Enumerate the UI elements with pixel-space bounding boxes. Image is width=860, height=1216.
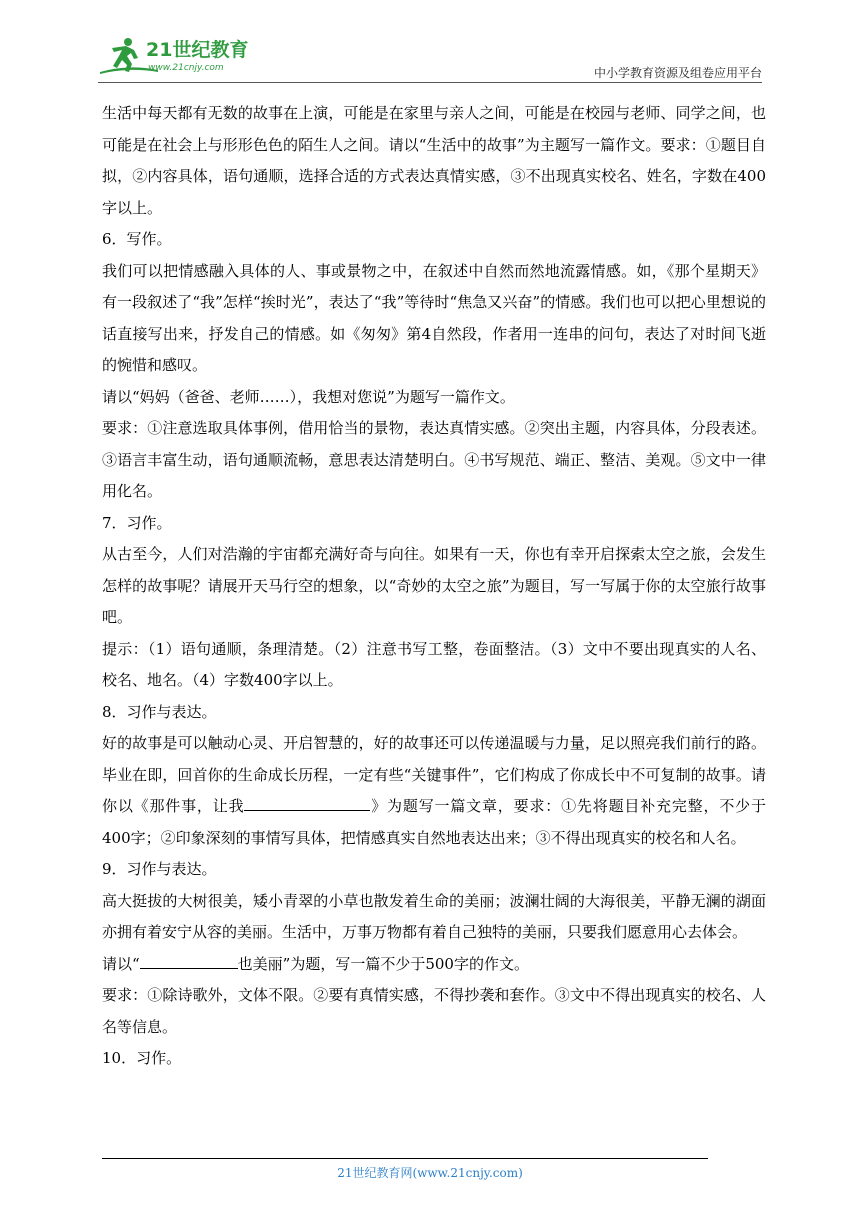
- document-body: [102, 98, 766, 1075]
- question-8-text-tail: 》为题写一篇文章，要求：①先将题目补充完整，不少于400字；②印象深刻的事情写具体，把情感真实自然地表达出来；③不得出现真实的校名和人名。: [102, 797, 766, 847]
- question-9-requirements: 要求：①除诗歌外，文体不限。②要有真情实感，不得抄袭和套作。③文中不得出现真实的校名、人名等信息。: [102, 986, 766, 1036]
- header-divider: [98, 82, 762, 83]
- fill-in-blank: [244, 794, 370, 811]
- question-6-prompt: 请以“妈妈（爸爸、老师……），我想对您说”为题写一篇作文。: [102, 387, 515, 406]
- footer-divider: [102, 1158, 708, 1159]
- page-header: [98, 30, 762, 82]
- question-7-tips: 提示：（1）语句通顺，条理清楚。（2）注意书写工整，卷面整洁。（3）文中不要出现真实的人名、校名、地名。（4）字数400字以上。: [102, 639, 766, 689]
- fill-in-blank: [140, 952, 238, 969]
- question-9-prompt-tail: 也美丽”为题，写一篇不少于500字的作文。: [237, 954, 529, 973]
- question-10-heading: 10．习作。: [102, 1049, 182, 1067]
- page-footer: 21世纪教育网(www.21cnjy.com): [337, 1166, 523, 1180]
- question-9-paragraph: 高大挺拔的大树很美，矮小青翠的小草也散发着生命的美丽；波澜壮阔的大海很美，平静无澜的湖面亦拥有着安宁从容的美丽。生活中，万事万物都有着自己独特的美丽，只要我们愿意用心去体会。: [102, 891, 766, 941]
- platform-name: 中小学教育资源及组卷应用平台: [593, 66, 762, 80]
- question-8-paragraph: [102, 728, 766, 854]
- question-9-heading: 9．习作与表达。: [102, 860, 217, 878]
- 21cnjy-logo: [98, 34, 258, 78]
- svg-text:www.21cnjy.com: www.21cnjy.com: [148, 63, 224, 73]
- question-7-paragraph: 从古至今，人们对浩瀚的宇宙都充满好奇与向往。如果有一天，你也有幸开启探索太空之旅，会发生怎样的故事呢？请展开天马行空的想象，以“奇妙的太空之旅”为题目，写一写属于你的太空旅行故事吧。: [102, 545, 766, 626]
- question-8-heading: 8．习作与表达。: [102, 702, 217, 721]
- question-8-text: 好的故事是可以触动心灵、开启智慧的，好的故事还可以传递温暖与力量，足以照亮我们前行的路。毕业在即，回首你的生命成长历程，一定有些“关键事件”，它们构成了你成长中不可复制的故事。请你以《那件事，让我: [102, 734, 766, 815]
- question-9-prompt-head: 请以“: [102, 954, 140, 973]
- question-6-paragraph: 我们可以把情感融入具体的人、事或景物之中，在叙述中自然而然地流露情感。如，《那个星期天》有一段叙述了“我”怎样“挨时光”，表达了“我”等待时“焦急又兴奋”的情感。我们也可以把心里想说的话直接写出来，抒发自己的情感。如《匆匆》第4自然段，作者用一连串的问句，表达了对时间飞逝的惋惜和感叹。: [102, 261, 766, 374]
- question-7-heading: 7．习作。: [102, 513, 172, 532]
- question-6-requirements: 要求：①注意选取具体事例，借用恰当的景物，表达真情实感。②突出主题，内容具体，分段表述。③语言丰富生动，语句通顺流畅，意思表达清楚明白。④书写规范、端正、整洁、美观。⑤文中一律用化名。: [102, 419, 766, 500]
- intro-paragraph: 生活中每天都有无数的故事在上演，可能是在家里与亲人之间，可能是在校园与老师、同学之间，也可能是在社会上与形形色色的陌生人之间。请以“生活中的故事”为主题写一篇作文。要求：①题目自拟，②内容具体，语句通顺，选择合适的方式表达真情实感，③不出现真实校名、姓名，字数在400字以上。: [102, 104, 766, 217]
- question-6-heading: 6．写作。: [102, 230, 172, 248]
- svg-text:21世纪教育: 21世纪教育: [146, 39, 249, 61]
- question-9-prompt: [102, 949, 766, 981]
